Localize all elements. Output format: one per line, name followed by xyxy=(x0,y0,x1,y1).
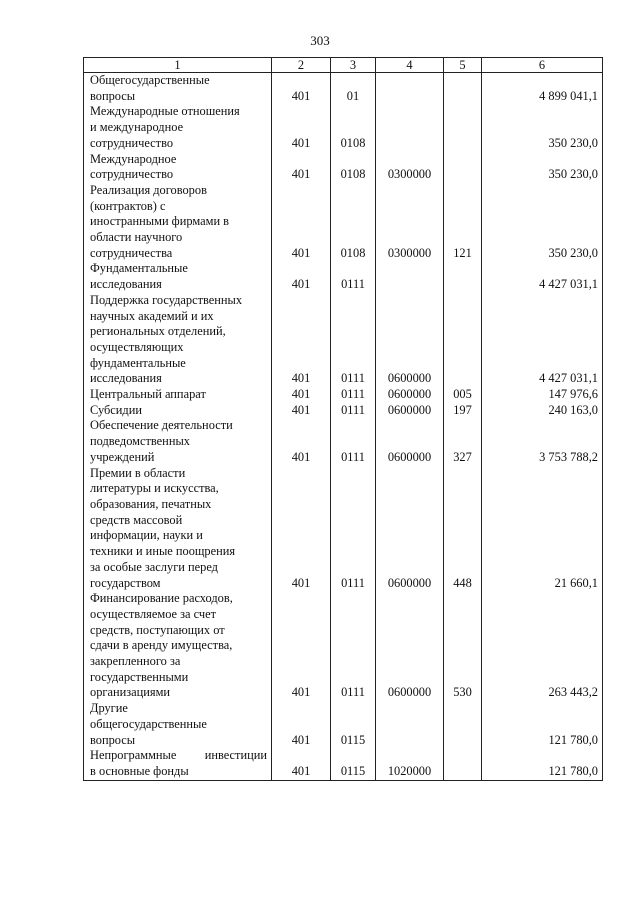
row-name-line: осуществляемое за счет xyxy=(90,606,217,621)
table-header xyxy=(84,58,603,73)
header-col-3: 3 xyxy=(331,58,376,73)
row-name-line: Финансирование расходов, xyxy=(90,591,233,606)
row-name-line: области научного xyxy=(90,230,183,245)
row-code-col3: 0111 xyxy=(331,466,376,592)
row-name-line: Международные отношения xyxy=(90,104,240,119)
row-code-col5: 197 xyxy=(444,403,482,419)
row-name-line: литературы и искусства, xyxy=(90,481,219,496)
row-code-col3: 0111 xyxy=(331,591,376,701)
row-code-col2: 401 xyxy=(272,748,331,780)
row-code-col5 xyxy=(444,261,482,292)
row-name-line: фундаментальные xyxy=(90,355,186,370)
row-code-col5: 448 xyxy=(444,466,482,592)
row-code-col5 xyxy=(444,104,482,151)
row-amount: 147 976,6 xyxy=(482,387,603,403)
row-name-line: подведомственных xyxy=(90,434,190,449)
row-code-col2: 401 xyxy=(272,591,331,701)
row-amount: 240 163,0 xyxy=(482,403,603,419)
row-code-col5: 327 xyxy=(444,418,482,465)
row-name-line: Фундаментальные xyxy=(90,261,188,276)
row-name-line: и международное xyxy=(90,120,184,135)
row-name-line: техники и иные поощрения xyxy=(90,544,236,559)
row-code-col4 xyxy=(376,701,444,748)
row-name-line: региональных отделений, xyxy=(90,324,226,339)
row-code-col3: 0111 xyxy=(331,261,376,292)
row-name xyxy=(84,591,272,701)
row-amount: 350 230,0 xyxy=(482,183,603,262)
row-name-line: сотрудничества xyxy=(90,245,173,260)
row-name-line: (контрактов) с xyxy=(90,198,166,213)
row-name xyxy=(84,418,272,465)
row-name-line: научных академий и их xyxy=(90,308,214,323)
row-name-line: организациями xyxy=(90,685,171,700)
table-row xyxy=(84,293,603,387)
row-code-col4: 0600000 xyxy=(376,293,444,387)
row-code-col4: 0600000 xyxy=(376,591,444,701)
row-name-line: Премии в области xyxy=(90,465,186,480)
row-name-line: средств, поступающих от xyxy=(90,622,225,637)
row-name-line: Общегосударственные xyxy=(90,73,210,87)
row-name-line: Поддержка государственных xyxy=(90,292,243,307)
table-row xyxy=(84,387,603,403)
row-code-col2: 401 xyxy=(272,183,331,262)
table-row xyxy=(84,466,603,592)
row-code-col2: 401 xyxy=(272,152,331,183)
row-name-line: учреждений xyxy=(90,449,155,464)
row-code-col4: 0300000 xyxy=(376,152,444,183)
row-amount: 4 427 031,1 xyxy=(482,261,603,292)
row-code-col3: 0115 xyxy=(331,748,376,780)
row-code-col3: 0115 xyxy=(331,701,376,748)
row-amount: 350 230,0 xyxy=(482,152,603,183)
row-code-col4: 0300000 xyxy=(376,183,444,262)
table-row xyxy=(84,183,603,262)
row-code-col4 xyxy=(376,73,444,105)
row-amount: 121 780,0 xyxy=(482,748,603,780)
row-name-line: информации, науки и xyxy=(90,528,203,543)
row-code-col4: 1020000 xyxy=(376,748,444,780)
row-code-col5 xyxy=(444,293,482,387)
page-number: 303 xyxy=(310,33,330,48)
row-name-line: Международное xyxy=(90,151,177,166)
row-code-col2: 401 xyxy=(272,261,331,292)
table-row xyxy=(84,73,603,105)
row-name-line: осуществляющих xyxy=(90,339,184,354)
row-code-col4 xyxy=(376,104,444,151)
row-name-line: исследования xyxy=(90,371,162,386)
row-code-col3: 0108 xyxy=(331,104,376,151)
table-row xyxy=(84,701,603,748)
row-name-line: общегосударственные xyxy=(90,716,207,731)
row-name-line: Другие xyxy=(90,701,128,716)
row-amount: 4 427 031,1 xyxy=(482,293,603,387)
table-row xyxy=(84,418,603,465)
row-name xyxy=(84,748,272,780)
row-name-line: в основные фонды xyxy=(90,763,189,778)
row-code-col5: 530 xyxy=(444,591,482,701)
row-code-col4: 0600000 xyxy=(376,387,444,403)
row-name xyxy=(84,104,272,151)
row-code-col5: 005 xyxy=(444,387,482,403)
row-code-col2: 401 xyxy=(272,387,331,403)
row-code-col3: 0108 xyxy=(331,183,376,262)
header-col-4: 4 xyxy=(376,58,444,73)
row-name-line: Обеспечение деятельности xyxy=(90,418,233,433)
row-code-col2: 401 xyxy=(272,73,331,105)
row-name xyxy=(84,387,272,403)
row-code-col5 xyxy=(444,748,482,780)
row-code-col2: 401 xyxy=(272,701,331,748)
row-name-line: Непрограммные инвестиции xyxy=(90,748,267,763)
row-code-col4: 0600000 xyxy=(376,403,444,419)
row-name xyxy=(84,466,272,592)
row-amount: 350 230,0 xyxy=(482,104,603,151)
row-name xyxy=(84,293,272,387)
row-name-line: исследования xyxy=(90,277,162,292)
row-amount: 21 660,1 xyxy=(482,466,603,592)
row-name-line: вопросы xyxy=(90,732,136,747)
row-name xyxy=(84,403,272,419)
table-row xyxy=(84,104,603,151)
header-col-2: 2 xyxy=(272,58,331,73)
row-code-col3: 01 xyxy=(331,73,376,105)
row-name xyxy=(84,73,272,105)
table-row xyxy=(84,591,603,701)
row-name-line: образования, печатных xyxy=(90,496,212,511)
row-code-col3: 0111 xyxy=(331,403,376,419)
row-name-line: сдачи в аренду имущества, xyxy=(90,638,233,653)
row-code-col5 xyxy=(444,152,482,183)
table-row xyxy=(84,261,603,292)
row-code-col2: 401 xyxy=(272,293,331,387)
row-code-col3: 0108 xyxy=(331,152,376,183)
table-row xyxy=(84,403,603,419)
row-name-line: иностранными фирмами в xyxy=(90,214,230,229)
row-name-line: Субсидии xyxy=(90,402,142,417)
table-body xyxy=(84,73,603,781)
row-code-col5 xyxy=(444,73,482,105)
row-name-line: сотрудничество xyxy=(90,167,174,182)
row-code-col5 xyxy=(444,701,482,748)
row-amount: 121 780,0 xyxy=(482,701,603,748)
budget-table xyxy=(83,57,603,781)
row-name xyxy=(84,152,272,183)
row-code-col3: 0111 xyxy=(331,293,376,387)
row-name-line: закрепленного за xyxy=(90,654,181,669)
header-col-5: 5 xyxy=(444,58,482,73)
row-amount: 4 899 041,1 xyxy=(482,73,603,105)
row-code-col2: 401 xyxy=(272,403,331,419)
row-name-line: средств массовой xyxy=(90,512,183,527)
row-code-col4: 0600000 xyxy=(376,466,444,592)
row-code-col4: 0600000 xyxy=(376,418,444,465)
table-row xyxy=(84,748,603,780)
row-code-col2: 401 xyxy=(272,104,331,151)
row-code-col2: 401 xyxy=(272,466,331,592)
row-name xyxy=(84,701,272,748)
row-code-col3: 0111 xyxy=(331,418,376,465)
row-code-col3: 0111 xyxy=(331,387,376,403)
row-name-line: вопросы xyxy=(90,88,136,103)
row-name-line: государственными xyxy=(90,669,189,684)
header-col-6: 6 xyxy=(482,58,603,73)
row-name xyxy=(84,183,272,262)
table-header-row xyxy=(84,58,603,73)
header-col-1: 1 xyxy=(84,58,272,73)
row-name-line: за особые заслуги перед xyxy=(90,559,218,574)
row-code-col4 xyxy=(376,261,444,292)
row-amount: 263 443,2 xyxy=(482,591,603,701)
row-name xyxy=(84,261,272,292)
row-name-line: государством xyxy=(90,575,161,590)
row-name-line: Реализация договоров xyxy=(90,182,207,197)
row-amount: 3 753 788,2 xyxy=(482,418,603,465)
row-code-col2: 401 xyxy=(272,418,331,465)
table-row xyxy=(84,152,603,183)
row-name-line: сотрудничество xyxy=(90,135,174,150)
row-code-col5: 121 xyxy=(444,183,482,262)
row-name-line: Центральный аппарат xyxy=(90,387,206,402)
